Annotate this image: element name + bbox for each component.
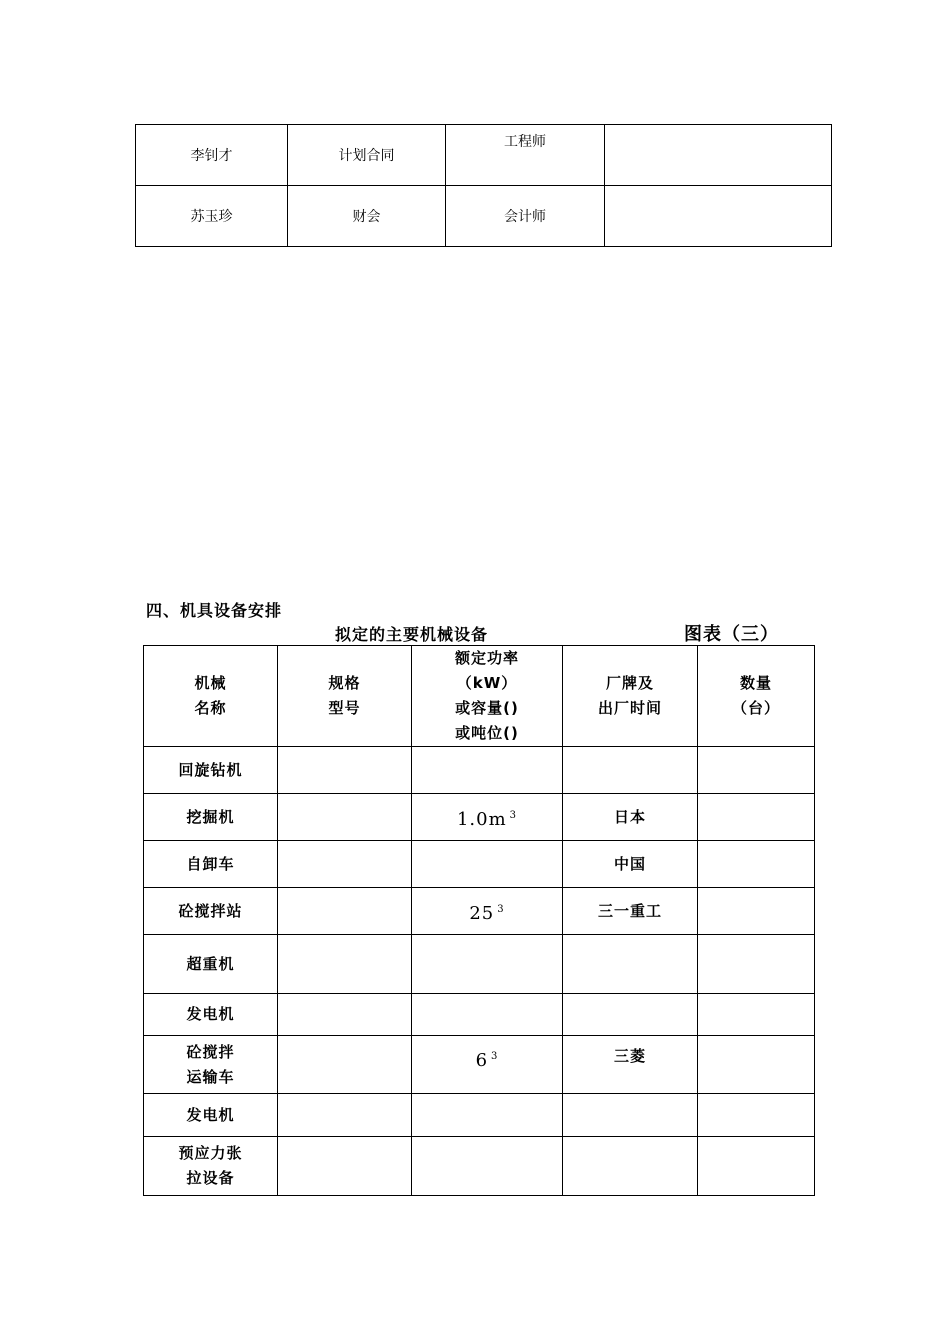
- staff-dept: 计划合同: [288, 125, 446, 186]
- table-header-row: [144, 646, 815, 747]
- table-row: [136, 186, 832, 247]
- table-row: [144, 1094, 815, 1137]
- staff-name: 李钊才: [136, 125, 288, 186]
- table-row: [144, 935, 815, 994]
- table-row: [136, 125, 832, 186]
- staff-dept: 财会: [288, 186, 446, 247]
- header-maker: 厂牌及 出厂时间: [563, 646, 698, 747]
- equip-qty: [698, 1094, 815, 1137]
- equip-power: 1.0m $^3$: [412, 794, 563, 841]
- table-caption: 拟定的主要机械设备: [335, 625, 489, 644]
- equip-qty: [698, 1137, 815, 1196]
- equip-model: [278, 794, 412, 841]
- equip-power: [412, 747, 563, 794]
- equip-name: 预应力张 拉设备: [144, 1137, 278, 1196]
- equip-power: 6 $^3$: [412, 1036, 563, 1094]
- equip-qty: [698, 1036, 815, 1094]
- equip-qty: [698, 841, 815, 888]
- section-title: 四、机具设备安排: [146, 601, 283, 620]
- table-row: [144, 747, 815, 794]
- staff-name: 苏玉珍: [136, 186, 288, 247]
- equip-model: [278, 994, 412, 1036]
- equip-power: [412, 994, 563, 1036]
- equip-maker: [563, 935, 698, 994]
- equip-model: [278, 888, 412, 935]
- equip-maker: 中国: [563, 841, 698, 888]
- equip-power: [412, 935, 563, 994]
- equip-maker: [563, 747, 698, 794]
- chart-number: 图表（三）: [684, 624, 779, 645]
- equip-power: [412, 1094, 563, 1137]
- equip-name: 自卸车: [144, 841, 278, 888]
- table-row: [144, 794, 815, 841]
- equip-name: 发电机: [144, 994, 278, 1036]
- staff-table: [135, 124, 832, 247]
- equip-model: [278, 1094, 412, 1137]
- equip-qty: [698, 935, 815, 994]
- header-power: 额定功率 （kW） 或容量() 或吨位(): [412, 646, 563, 747]
- equip-name: 挖掘机: [144, 794, 278, 841]
- equip-maker: [563, 1137, 698, 1196]
- equipment-table: [143, 645, 815, 1196]
- equip-name: 砼搅拌 运输车: [144, 1036, 278, 1094]
- header-qty: 数量 （台）: [698, 646, 815, 747]
- table-row: [144, 888, 815, 935]
- table-row: [144, 994, 815, 1036]
- staff-title: 会计师: [446, 186, 605, 247]
- equip-model: [278, 1137, 412, 1196]
- equip-model: [278, 747, 412, 794]
- equip-name: 回旋钻机: [144, 747, 278, 794]
- table-row: [144, 1036, 815, 1094]
- header-name: 机械 名称: [144, 646, 278, 747]
- staff-title: 工程师: [446, 125, 605, 186]
- equip-model: [278, 935, 412, 994]
- equip-maker: [563, 1094, 698, 1137]
- equip-maker: 三菱: [563, 1036, 698, 1094]
- equip-maker: 日本: [563, 794, 698, 841]
- equip-qty: [698, 747, 815, 794]
- staff-note: [605, 125, 832, 186]
- equip-maker: [563, 994, 698, 1036]
- staff-note: [605, 186, 832, 247]
- header-model: 规格 型号: [278, 646, 412, 747]
- equip-model: [278, 841, 412, 888]
- equip-name: 砼搅拌站: [144, 888, 278, 935]
- equip-qty: [698, 994, 815, 1036]
- equip-model: [278, 1036, 412, 1094]
- table-row: [144, 841, 815, 888]
- equip-name: 超重机: [144, 935, 278, 994]
- equip-power: [412, 1137, 563, 1196]
- equip-power: [412, 841, 563, 888]
- equip-name: 发电机: [144, 1094, 278, 1137]
- table-row: [144, 1137, 815, 1196]
- equip-qty: [698, 888, 815, 935]
- equip-maker: 三一重工: [563, 888, 698, 935]
- equip-power: 25 $^3$: [412, 888, 563, 935]
- equip-qty: [698, 794, 815, 841]
